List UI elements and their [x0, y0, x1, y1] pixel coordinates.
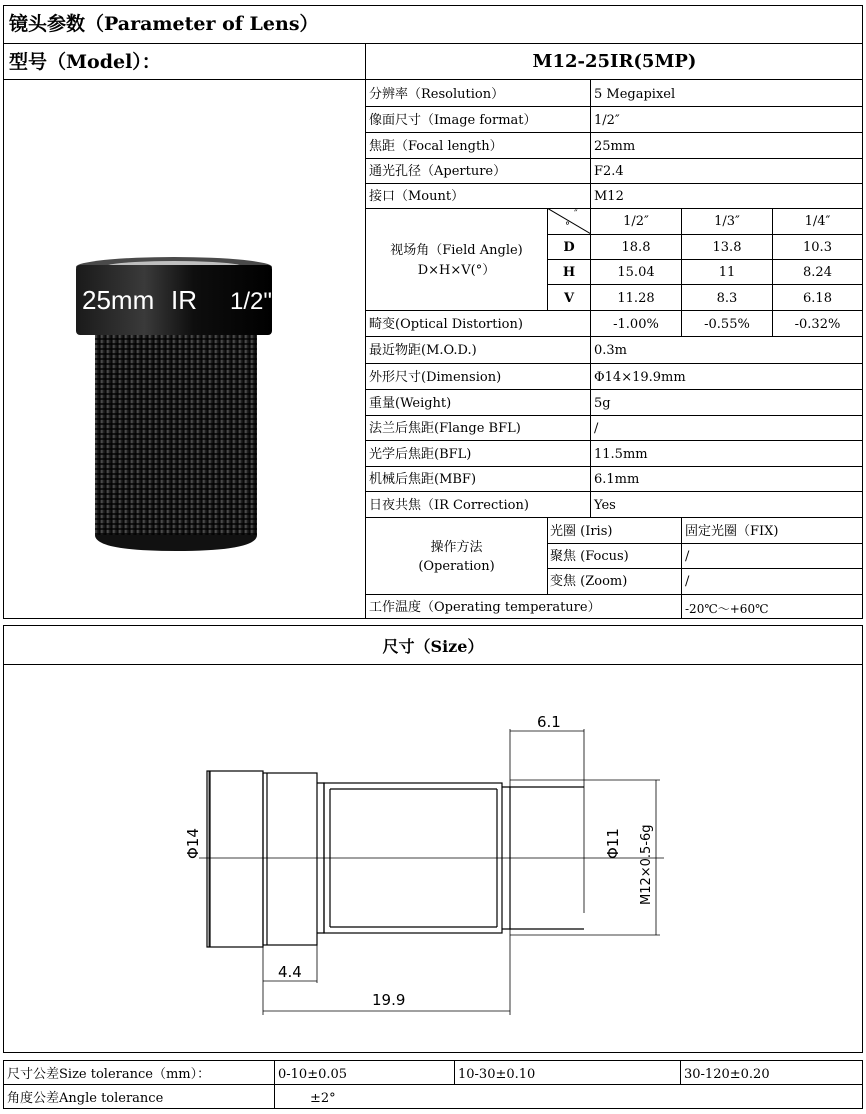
- field-col-1: 1/2″: [623, 214, 649, 229]
- mount-label: 接口（Mount）: [369, 189, 465, 204]
- mbf-label: 机械后焦距(MBF): [369, 472, 477, 487]
- field-angle-label: 视场角（Field Angle): [390, 243, 523, 258]
- svg-text:IR: IR: [171, 285, 197, 315]
- mount-value: M12: [594, 189, 624, 204]
- field-d-1: 18.8: [621, 240, 651, 255]
- field-v-1: 11.28: [617, 291, 655, 306]
- field-row-h-key: H: [562, 265, 576, 280]
- mod-value: 0.3m: [594, 343, 628, 358]
- weight-value: 5g: [594, 396, 611, 411]
- operation-zoom-value: /: [685, 574, 690, 589]
- field-h-2: 11: [718, 265, 736, 280]
- operation-label-en: (Operation): [418, 559, 495, 574]
- image-format-value: 1/2″: [594, 113, 620, 128]
- svg-text:Φ11: Φ11: [604, 828, 622, 859]
- model-value: M12-25IR(5MP): [532, 51, 697, 72]
- field-h-3: 8.24: [803, 265, 832, 280]
- operation-label: 操作方法: [430, 540, 483, 555]
- operation-iris-label: 光圈 (Iris): [550, 524, 613, 539]
- size-tolerance-2: 10-30±0.10: [458, 1067, 536, 1082]
- svg-text:1/2": 1/2": [230, 288, 272, 315]
- field-row-d-key: D: [563, 240, 575, 255]
- dimension-label: 外形尺寸(Dimension): [369, 370, 502, 385]
- field-angle-unit: D×H×V(°）: [417, 263, 496, 278]
- distortion-label: 畸变(Optical Distortion): [369, 317, 523, 332]
- distortion-2: -0.55%: [704, 317, 750, 332]
- dimension-drawing: [4, 665, 862, 1052]
- corner-bottom-mark: °: [565, 221, 570, 232]
- focal-length-label: 焦距（Focal length）: [369, 139, 503, 154]
- lens-photo: [70, 255, 280, 555]
- dimension-value: Φ14×19.9mm: [594, 370, 686, 385]
- image-format-label: 像面尺寸（Image format）: [369, 113, 537, 128]
- ir-correction-label: 日夜共焦（IR Correction): [369, 498, 529, 513]
- corner-top-mark: ″: [574, 209, 578, 220]
- angle-tolerance-label: 角度公差Angle tolerance: [7, 1091, 164, 1106]
- angle-tolerance-value: ±2°: [310, 1091, 336, 1106]
- distortion-1: -1.00%: [613, 317, 659, 332]
- svg-text:4.4: 4.4: [278, 963, 302, 981]
- mod-label: 最近物距(M.O.D.): [369, 343, 477, 358]
- focal-length-value: 25mm: [594, 139, 636, 154]
- temperature-value: -20℃～+60℃: [685, 602, 769, 616]
- size-tolerance-3: 30-120±0.20: [684, 1067, 770, 1082]
- size-tolerance-1: 0-10±0.05: [278, 1067, 348, 1082]
- weight-label: 重量(Weight): [369, 396, 452, 411]
- field-v-3: 6.18: [803, 291, 832, 306]
- operation-focus-label: 聚焦 (Focus): [550, 549, 629, 564]
- resolution-value: 5 Megapixel: [594, 87, 676, 102]
- operation-zoom-label: 变焦 (Zoom): [550, 574, 628, 589]
- ir-correction-value: Yes: [594, 498, 616, 513]
- aperture-value: F2.4: [594, 164, 624, 179]
- field-row-v-key: V: [563, 291, 575, 306]
- field-col-3: 1/4″: [804, 214, 831, 229]
- svg-text:19.9: 19.9: [372, 991, 406, 1009]
- mbf-value: 6.1mm: [594, 472, 640, 487]
- size-section-title: 尺寸（Size）: [382, 637, 484, 656]
- field-col-2: 1/3″: [714, 214, 740, 229]
- bfl-label: 光学后焦距(BFL): [369, 447, 472, 462]
- aperture-label: 通光孔径（Aperture）: [369, 164, 507, 179]
- page-title: 镜头参数（Parameter of Lens）: [9, 13, 319, 35]
- field-v-2: 8.3: [716, 291, 738, 306]
- model-label: 型号（Model）：: [9, 51, 161, 73]
- svg-text:M12×0.5-6g: M12×0.5-6g: [639, 824, 654, 905]
- distortion-3: -0.32%: [794, 317, 841, 332]
- size-tolerance-label: 尺寸公差Size tolerance（mm）：: [7, 1067, 211, 1082]
- resolution-label: 分辨率（Resolution）: [369, 87, 505, 102]
- flange-bfl-value: /: [594, 421, 599, 436]
- svg-text:25mm: 25mm: [82, 285, 155, 315]
- svg-text:6.1: 6.1: [537, 713, 561, 731]
- operation-iris-value: 固定光圈（FIX): [685, 524, 779, 539]
- flange-bfl-label: 法兰后焦距(Flange BFL): [369, 421, 521, 436]
- operation-focus-value: /: [685, 549, 690, 564]
- field-d-3: 10.3: [803, 240, 832, 255]
- temperature-label: 工作温度（Operating temperature）: [369, 600, 601, 615]
- bfl-value: 11.5mm: [594, 447, 648, 462]
- field-d-2: 13.8: [712, 240, 742, 255]
- field-h-1: 15.04: [617, 265, 655, 280]
- svg-text:Φ14: Φ14: [184, 828, 202, 859]
